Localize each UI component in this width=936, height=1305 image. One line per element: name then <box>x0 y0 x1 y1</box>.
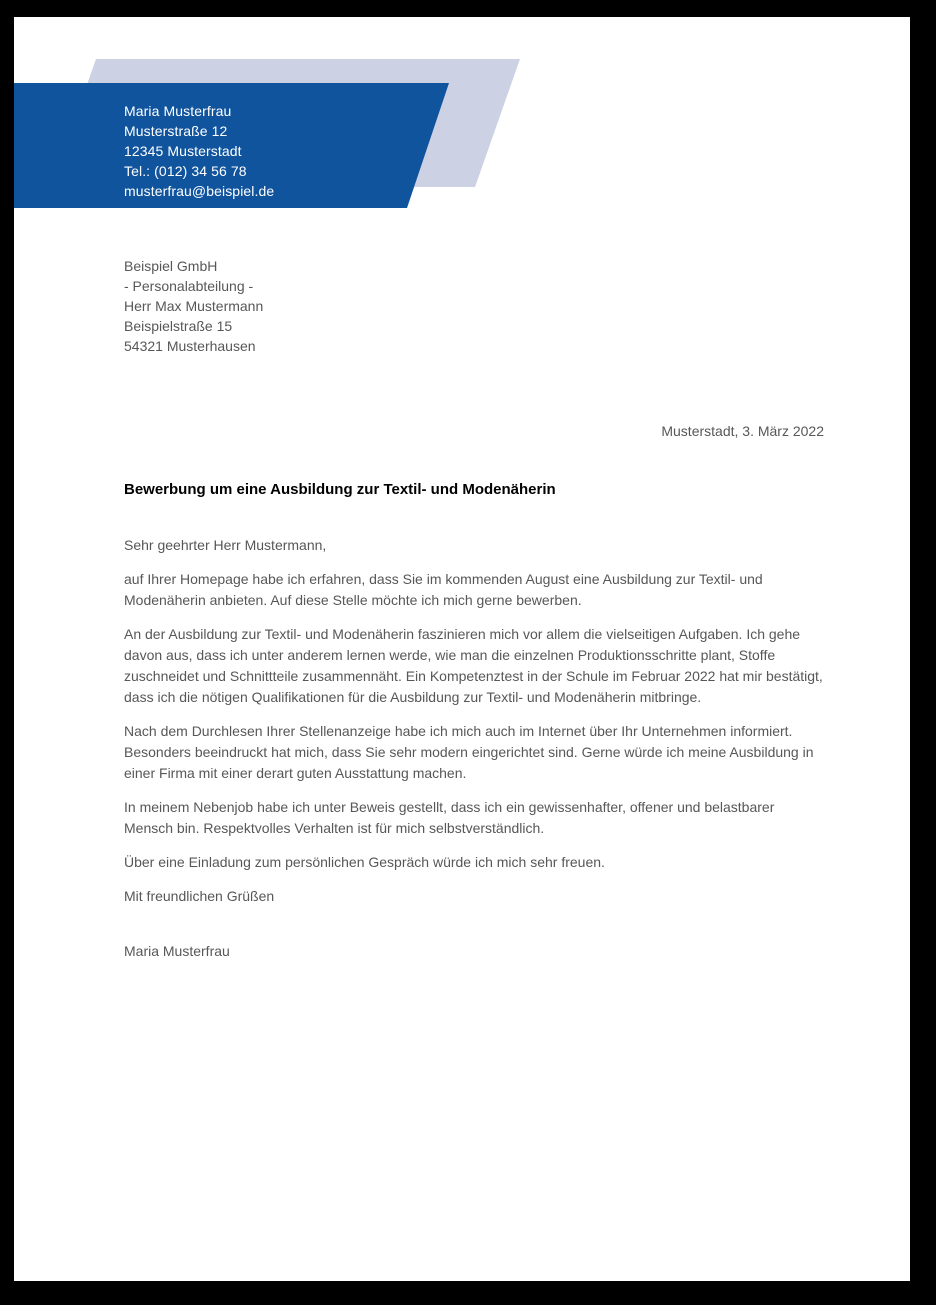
recipient-company: Beispiel GmbH <box>124 258 218 274</box>
salutation: Sehr geehrter Herr Mustermann, <box>124 537 327 553</box>
sender-name: Maria Musterfrau <box>124 103 232 119</box>
sender-email: musterfrau@beispiel.de <box>124 183 275 199</box>
paragraph-5: Über eine Einladung zum persönlichen Gespräch würde ich mich sehr freuen. <box>124 854 605 870</box>
recipient-address-block <box>124 256 263 356</box>
letter-body <box>124 535 824 962</box>
recipient-contact: Herr Max Mustermann <box>124 298 264 314</box>
paragraph-4: In meinem Nebenjob habe ich unter Beweis gestellt, dass ich ein gewissenhafter, offener und belastbarer Mensch bin. Respektvolles Verhalten ist für mich selbstverständlich. <box>124 799 775 836</box>
recipient-street: Beispielstraße 15 <box>124 318 233 334</box>
subject-line: Bewerbung um eine Ausbildung zur Textil- und Modenäherin <box>124 481 556 498</box>
paragraph-2: An der Ausbildung zur Textil- und Modenäherin faszinieren mich vor allem die vielseitigen Aufgaben. Ich gehe davon aus, dass ich unter anderem lernen werde, wie man die einzelnen Produktionsschritte plant, Stoffe zuschneidet und Schnittteile zusammennäht. Ein Kompetenztest in der Schule im Februar 2022 hat mir bestätigt, dass ich die nötigen Qualifikationen für die Ausbildung zur Textil- und Modenäherin mitbringe. <box>124 626 823 705</box>
signature-name: Maria Musterfrau <box>124 943 230 959</box>
paragraph-1: auf Ihrer Homepage habe ich erfahren, dass Sie im kommenden August eine Ausbildung zur Textil- und Modenäherin anbieten. Auf diese Stelle möchte ich mich gerne bewerben. <box>124 571 763 608</box>
sender-city: 12345 Musterstadt <box>124 143 242 159</box>
sender-address-block <box>124 101 274 201</box>
closing-formula: Mit freundlichen Grüßen <box>124 888 275 904</box>
paragraph-3: Nach dem Durchlesen Ihrer Stellenanzeige habe ich mich auch im Internet über Ihr Unternehmen informiert. Besonders beeindruckt hat mich, dass Sie sehr modern eingerichtet sind. Gerne würde ich meine Ausbildung in einer Firma mit einer derart guten Ausstattung machen. <box>124 723 814 781</box>
recipient-department: - Personalabteilung - <box>124 278 254 294</box>
letter-page <box>14 17 910 1281</box>
sender-street: Musterstraße 12 <box>124 123 228 139</box>
sender-phone: Tel.: (012) 34 56 78 <box>124 163 247 179</box>
date-line: Musterstadt, 3. März 2022 <box>661 423 824 439</box>
recipient-city: 54321 Musterhausen <box>124 338 256 354</box>
